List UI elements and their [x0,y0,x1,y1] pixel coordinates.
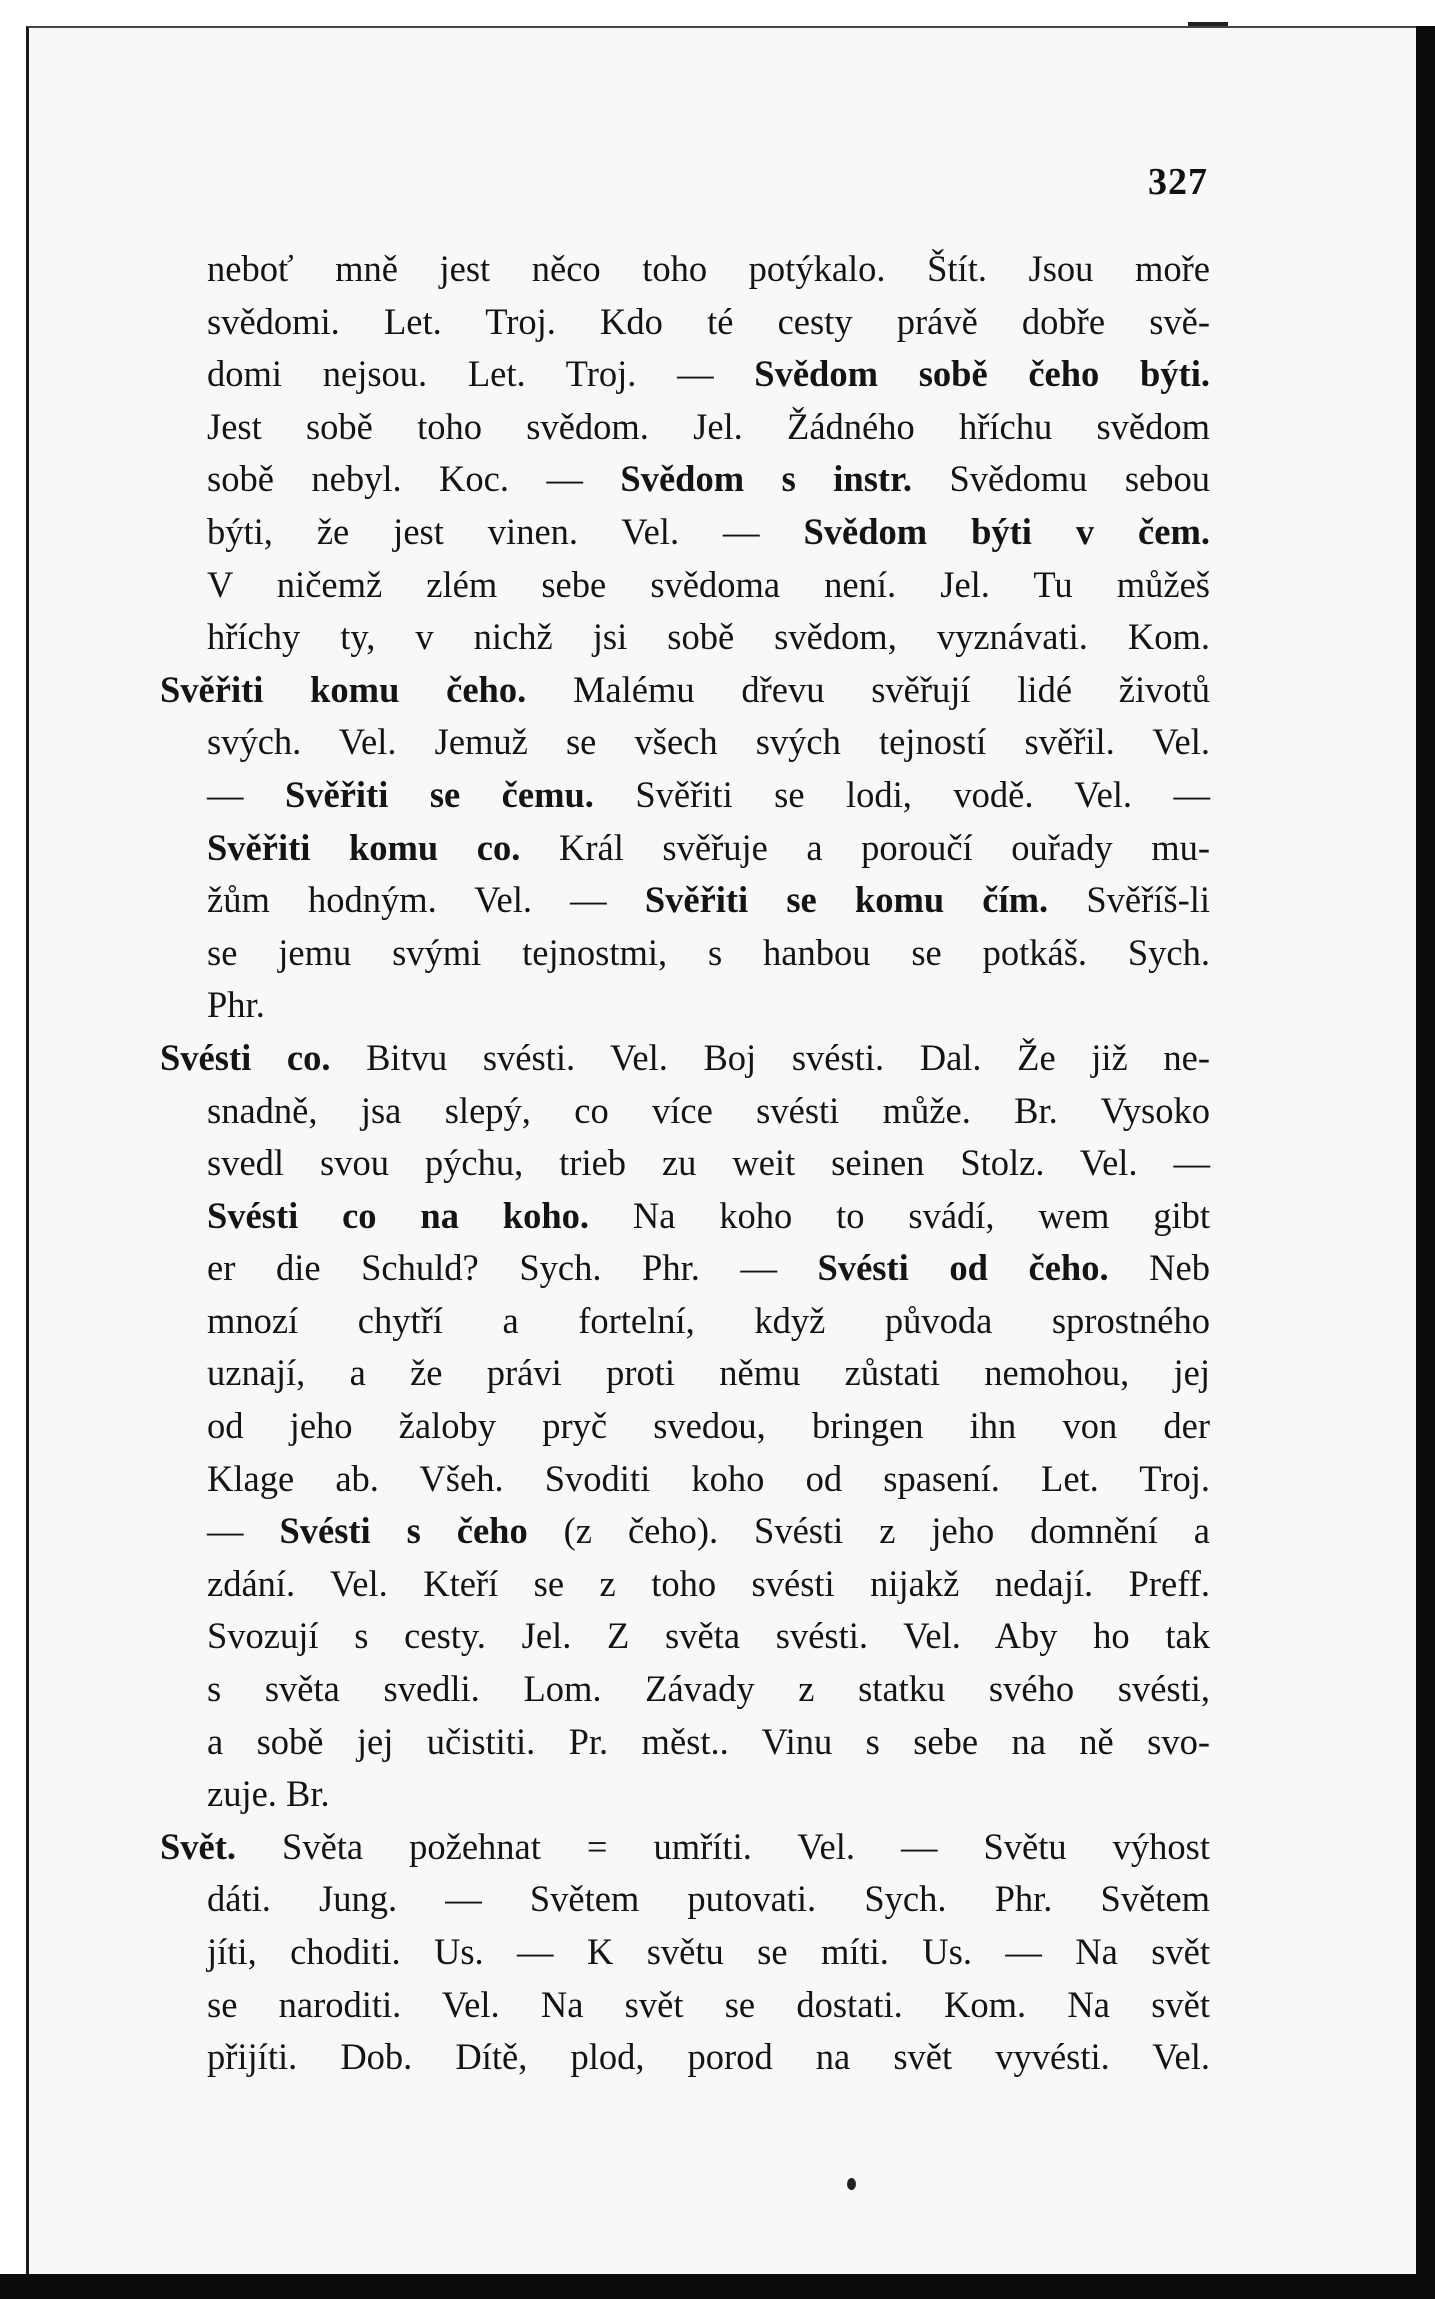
text-segment: se jemu svými tejnostmi, s hanbou se potkáš. Sych. [207,931,1210,973]
text-line [160,1663,1210,1716]
headword: Svět. [160,1825,237,1867]
print-speck [847,2178,856,2190]
text-line [160,1347,1210,1400]
text-segment: Král svěřuje a poroučí ouřady mu- [520,826,1210,868]
text-segment: Světa požehnat = umříti. Vel. — Světu výhost [236,1825,1210,1867]
dictionary-text [160,243,1210,2084]
headword: Svědom s instr. [620,458,913,500]
text-segment: domi nejsou. Let. Troj. — [207,353,755,395]
text-segment: Svědomu sebou [912,458,1211,500]
text-line [160,1190,1210,1243]
text-segment: snadně, jsa slepý, co více svésti může. Br. Vysoko [207,1089,1210,1131]
text-segment: — [207,1510,280,1552]
text-segment: V ničemž zlém sebe svědoma není. Jel. Tu můžeš [207,563,1210,605]
headword: Svésti co na koho. [207,1194,590,1236]
text-segment: (z čeho). Svésti z jeho domnění a [527,1510,1211,1552]
page-number: 327 [1148,161,1208,203]
text-segment: svých. Vel. Jemuž se všech svých tejností svěřil. Vel. [207,721,1210,763]
headword: Svěřiti se čemu. [284,773,594,815]
text-line [160,348,1210,401]
scan-right-border [1416,26,1435,2299]
text-segment: s světa svedli. Lom. Závady z statku svého svésti, [207,1668,1210,1710]
headword: Svésti co. [160,1036,331,1078]
text-line [160,559,1210,612]
text-segment: zuje. Br. [207,1773,330,1815]
text-line [160,401,1210,454]
text-line [160,769,1210,822]
text-segment: býti, že jest vinen. Vel. — [207,510,804,552]
text-segment: svedl svou pýchu, trieb zu weit seinen Stolz. Vel. — [207,1142,1210,1184]
headword: Svésti od čeho. [817,1247,1109,1289]
text-segment: se naroditi. Vel. Na svět se dostati. Kom. Na svět [207,1983,1210,2025]
text-line [160,927,1210,980]
text-line [160,2031,1210,2084]
text-line [160,822,1210,875]
text-segment: Bitvu svésti. Vel. Boj svésti. Dal. Že již ne- [330,1036,1210,1078]
text-line [160,611,1210,664]
text-segment: zdání. Vel. Kteří se z toho svésti nijakž nedají. Preff. [207,1562,1210,1604]
text-line [160,1873,1210,1926]
text-line [160,296,1210,349]
text-line [160,1137,1210,1190]
text-segment: hříchy ty, v nichž jsi sobě svědom, vyznávati. Kom. [207,616,1210,658]
scan-bottom-border [0,2274,1435,2299]
scan-mark [1188,22,1228,26]
text-line [160,453,1210,506]
text-line [160,1768,1210,1821]
text-segment: žům hodným. Vel. — [207,879,645,921]
text-segment: Klage ab. Všeh. Svoditi koho od spasení. Let. Troj. [207,1457,1210,1499]
text-line [160,716,1210,769]
text-segment: Na koho to svádí, wem gibt [589,1194,1210,1236]
text-segment: a sobě jej učistiti. Pr. měst.. Vinu s sebe na ně svo- [207,1720,1210,1762]
text-segment: Svozují s cesty. Jel. Z světa svésti. Vel. Aby ho tak [207,1615,1210,1657]
text-segment: dáti. Jung. — Světem putovati. Sych. Phr. Světem [207,1878,1210,1920]
text-line [160,1400,1210,1453]
text-segment: sobě nebyl. Koc. — [207,458,621,500]
text-segment: Jest sobě toho svědom. Jel. Žádného hříchu svědom [207,405,1210,447]
text-segment: jíti, choditi. Us. — K světu se míti. Us. — Na svět [207,1931,1210,1972]
text-line [160,1979,1210,2032]
text-line [160,1505,1210,1558]
headword: Svésti s čeho [279,1510,528,1552]
text-line [160,1926,1210,1979]
headword: Svěřiti komu co. [207,826,521,868]
text-line [160,243,1210,296]
text-segment: od jeho žaloby pryč svedou, bringen ihn von der [207,1405,1210,1447]
text-segment: Malému dřevu svěřují lidé životů [526,668,1210,710]
text-line [160,1453,1210,1506]
text-line [160,1821,1210,1874]
text-line [160,979,1210,1032]
text-segment: Svěříš-li [1048,879,1211,921]
text-segment: er die Schuld? Sych. Phr. — [207,1247,818,1289]
text-line [160,1242,1210,1295]
text-line [160,1610,1210,1663]
text-line [160,874,1210,927]
headword: Svědom býti v čem. [803,510,1210,552]
text-line [160,1558,1210,1611]
text-line [160,1032,1210,1085]
headword: Svěřiti se komu čím. [644,879,1049,921]
text-line [160,664,1210,717]
text-segment: uznají, a že právi proti němu zůstati nemohou, jej [207,1352,1210,1394]
headword: Svěřiti komu čeho. [160,668,527,710]
text-segment: Svěřiti se lodi, vodě. Vel. — [593,773,1211,815]
text-segment: — [207,773,285,815]
text-segment: přijíti. Dob. Dítě, plod, porod na svět vyvésti. Vel. [207,2036,1210,2078]
headword: Svědom sobě čeho býti. [754,353,1210,395]
text-segment: Neb [1108,1247,1210,1289]
text-segment: mnozí chytří a fortelní, když původa sprostného [207,1299,1210,1341]
text-line [160,1716,1210,1769]
text-line [160,1295,1210,1348]
text-line [160,1085,1210,1138]
text-line [160,506,1210,559]
text-segment: svědomi. Let. Troj. Kdo té cesty právě dobře svě- [207,300,1210,342]
text-segment: neboť mně jest něco toho potýkalo. Štít. Jsou moře [207,248,1210,289]
text-segment: Phr. [207,984,265,1026]
